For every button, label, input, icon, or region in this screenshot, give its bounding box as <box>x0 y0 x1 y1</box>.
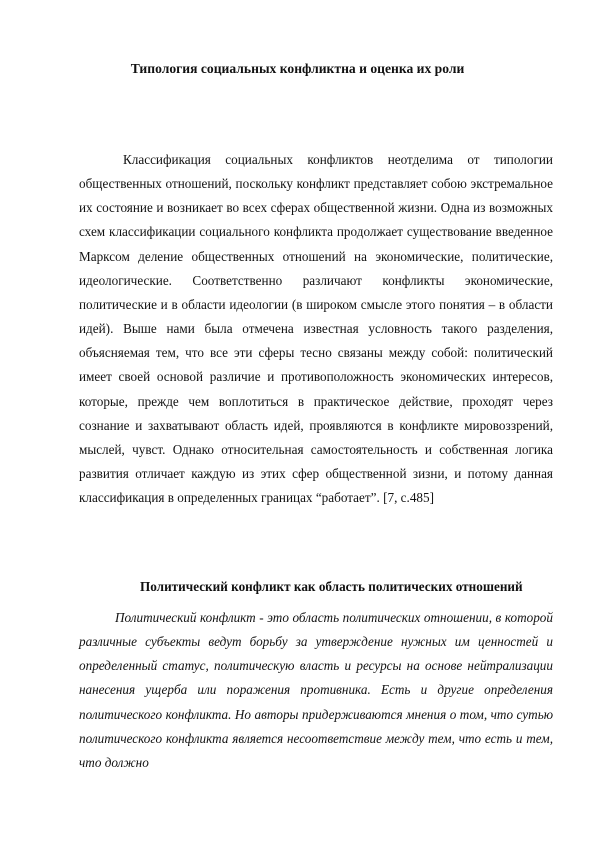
document-title: Типология социальных конфликтна и оценка их роли <box>130 61 465 76</box>
paragraph-classification: Классификация социальных конфликтов неотделима от типологии общественных отношений, поскольку конфликт представляет собою экстремальное их состояние и возникает во всех сферах общественной жизни. Одна из возможных схем классификации социального конфликта продолжает существование введенное Марксом деление общественных отношений на экономические, политические, идеологические. Соответственно различают конфликты экономические, политические и в области идеологии (в широком смысле этого понятия – в области идей). Выше нами была отмечена известная условность такого разделения, объясняемая тем, что все эти сферы тесно связаны между собой: политический имеет своей основой различие и противоположность экономических интересов, которые, прежде чем воплотиться в практическое действие, проходят через сознание и захватывают область идей, проявляются в конфликте мировоззрений, мыслей, чувст. Однако относительная самостоятельность и собственная логика развития отличает каждую из этих сфер общественной зизни, и потому данная классификация в определенных границах “работает”. [7, с.485] <box>79 152 553 506</box>
paragraph-political-conflict: Политический конфликт - это область политических отношении, в которой различные субъекты ведут борьбу за утверждение нужных им ценностей и определенный статус, политическую власть и ресурсы на основе нейтрализации нанесения ущерба или поражения противника. Есть и другие определения политического конфликта. Но авторы придерживаются мнения о том, что сутью политического конфликта является несоответствие между тем, что есть и тем, что должно <box>79 610 553 770</box>
section-heading: Политический конфликт как область политических отношений <box>140 579 523 594</box>
